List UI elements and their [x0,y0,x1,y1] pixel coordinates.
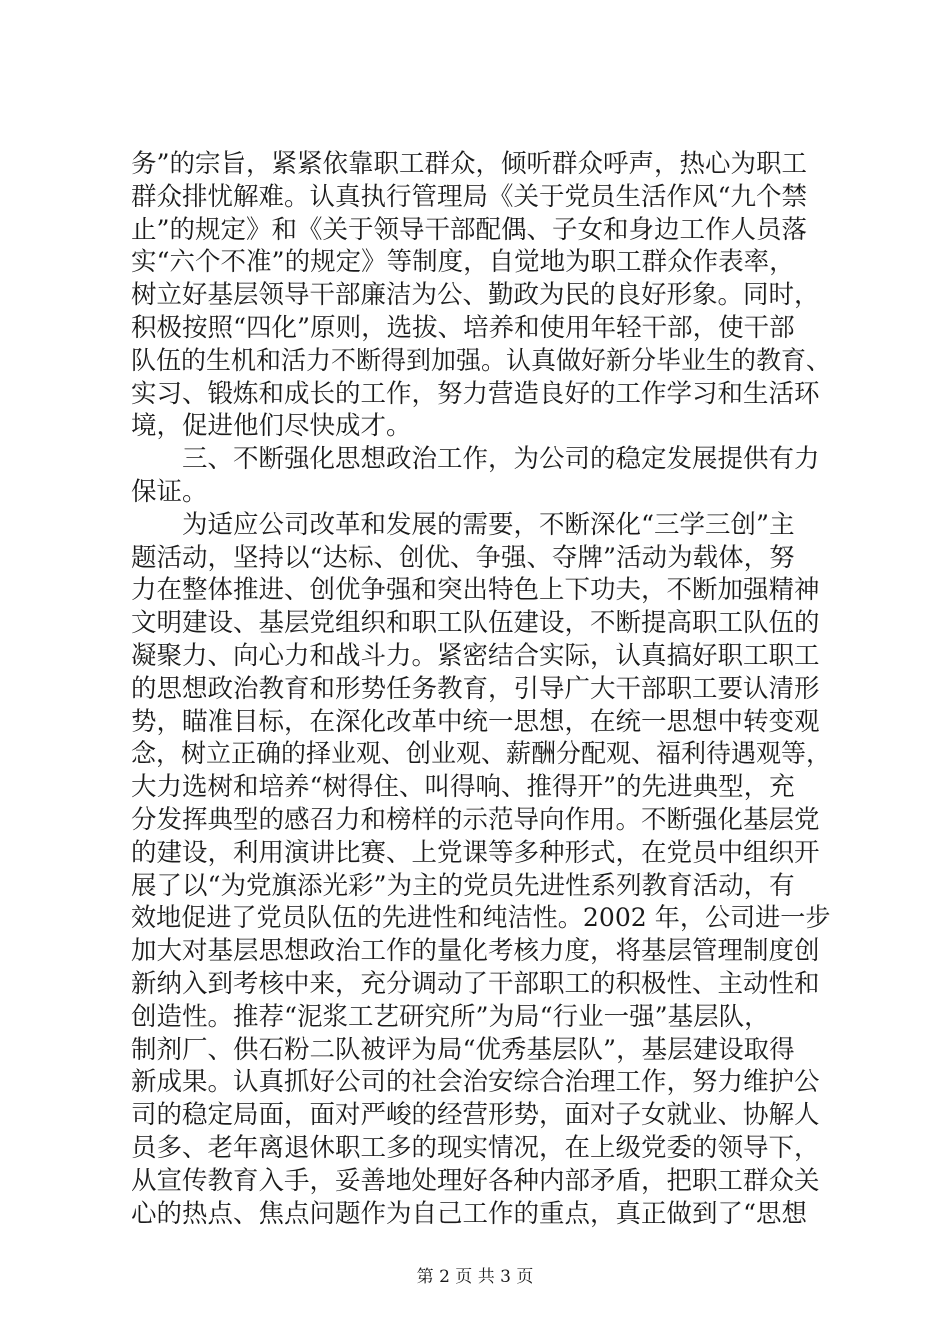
document-body [131,148,831,1230]
text-line: 心的热点、焦点问题作为自己工作的重点，真正做到了“思想 [131,1198,808,1229]
page-footer: 第 2 页 共 3 页 [416,1267,534,1287]
text-line: 加大对基层思想政治工作的量化考核力度，将基层管理制度创 [131,936,820,967]
text-line: 实习、锻炼和成长的工作，努力营造良好的工作学习和生活环 [131,378,820,409]
text-line: 文明建设、基层党组织和职工队伍建设，不断提高职工队伍的 [131,608,820,639]
text-line: 展了以“为党旗添光彩”为主的党员先进性系列教育活动，有 [131,870,795,901]
text-line: 队伍的生机和活力不断得到加强。认真做好新分毕业生的教育、 [131,345,832,376]
text-line: 务”的宗旨，紧紧依靠职工群众，倾听群众呼声，热心为职工 [131,149,808,179]
text-line: 保证。 [131,476,208,507]
text-line: 员多、老年离退休职工多的现实情况，在上级党委的领导下， [131,1132,820,1163]
text-line: 制剂厂、供石粉二队被评为局“优秀基层队”，基层建设取得 [131,1034,795,1065]
text-line: 效地促进了党员队伍的先进性和纯洁性。2002 年，公司进一步 [131,903,831,934]
text-line: 创造性。推荐“泥浆工艺研究所”为局“行业一强”基层队， [131,1001,770,1032]
text-line: 的思想政治教育和形势任务教育，引导广大干部职工要认清形 [131,673,820,704]
text-line: 力在整体推进、创优争强和突出特色上下功夫，不断加强精神 [131,575,820,606]
text-line: 实“六个不准”的规定》等制度，自觉地为职工群众作表率， [131,247,795,278]
text-line: 念，树立正确的择业观、创业观、薪酬分配观、福利待遇观等， [131,739,832,770]
text-line: 群众排忧解难。认真执行管理局《关于党员生活作风“九个禁 [131,181,808,212]
text-line: 三、不断强化思想政治工作，为公司的稳定发展提供有力 [131,444,820,475]
text-line: 止”的规定》和《关于领导干部配偶、子女和身边工作人员落 [131,214,808,245]
text-line: 新成果。认真抓好公司的社会治安综合治理工作，努力维护公 [131,1067,820,1098]
text-line: 司的稳定局面，面对严峻的经营形势，面对子女就业、协解人 [131,1100,820,1131]
text-line: 势，瞄准目标，在深化改革中统一思想，在统一思想中转变观 [131,706,820,737]
text-line: 树立好基层领导干部廉洁为公、勤政为民的良好形象。同时， [131,280,820,311]
text-line: 为适应公司改革和发展的需要，不断深化“三学三创”主 [131,509,795,540]
text-line: 的建设，利用演讲比赛、上党课等多种形式，在党员中组织开 [131,837,820,868]
text-line: 新纳入到考核中来，充分调动了干部职工的积极性、主动性和 [131,968,820,999]
text-line: 分发挥典型的感召力和榜样的示范导向作用。不断强化基层党 [131,804,820,835]
text-line: 积极按照“四化”原则，选拔、培养和使用年轻干部，使干部 [131,312,795,343]
text-line: 境，促进他们尽快成才。 [131,411,412,442]
text-line: 从宣传教育入手，妥善地处理好各种内部矛盾，把职工群众关 [131,1165,820,1196]
text-line: 凝聚力、向心力和战斗力。紧密结合实际，认真搞好职工职工 [131,640,820,671]
text-line: 题活动，坚持以“达标、创优、争强、夺牌”活动为载体，努 [131,542,795,573]
text-line: 大力选树和培养“树得住、叫得响、推得开”的先进典型，充 [131,772,795,803]
